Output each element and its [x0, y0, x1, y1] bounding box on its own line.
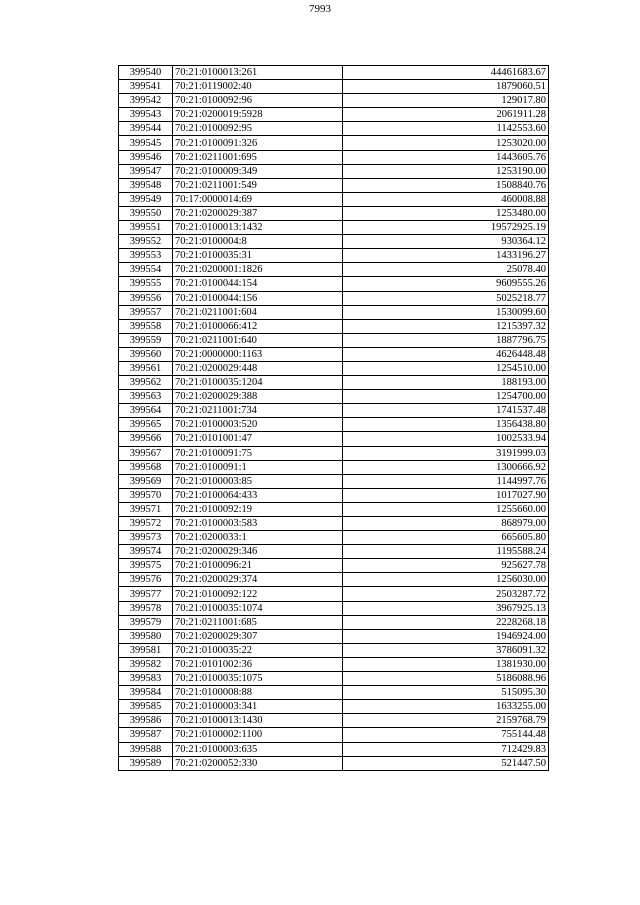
- value-cell: 1142553.60: [343, 122, 549, 136]
- value-cell: 1356438.80: [343, 418, 549, 432]
- value-cell: 1195588.24: [343, 545, 549, 559]
- row-number-cell: 399543: [119, 108, 173, 122]
- cadastral-number-cell: 70:21:0100008:88: [173, 686, 343, 700]
- cadastral-number-cell: 70:21:0100009:349: [173, 164, 343, 178]
- cadastral-number-cell: 70:21:0200029:346: [173, 545, 343, 559]
- cadastral-number-cell: 70:21:0100092:122: [173, 587, 343, 601]
- cadastral-number-cell: 70:21:0101002:36: [173, 657, 343, 671]
- row-number-cell: 399567: [119, 446, 173, 460]
- table-row: [119, 136, 549, 150]
- row-number-cell: 399544: [119, 122, 173, 136]
- table-row: [119, 361, 549, 375]
- cadastral-number-cell: 70:21:0100096:21: [173, 559, 343, 573]
- value-cell: 1381930.00: [343, 657, 549, 671]
- value-cell: 1256030.00: [343, 573, 549, 587]
- row-number-cell: 399550: [119, 206, 173, 220]
- value-cell: 5186088.96: [343, 672, 549, 686]
- value-cell: 3191999.03: [343, 446, 549, 460]
- value-cell: 1253020.00: [343, 136, 549, 150]
- table-row: [119, 545, 549, 559]
- table-row: [119, 108, 549, 122]
- row-number-cell: 399566: [119, 432, 173, 446]
- table-row: [119, 150, 549, 164]
- cadastral-number-cell: 70:21:0100003:341: [173, 700, 343, 714]
- value-cell: 2159768.79: [343, 714, 549, 728]
- value-cell: 1254700.00: [343, 390, 549, 404]
- table-row: [119, 601, 549, 615]
- row-number-cell: 399542: [119, 94, 173, 108]
- table-row: [119, 686, 549, 700]
- value-cell: 1879060.51: [343, 80, 549, 94]
- table-row: [119, 517, 549, 531]
- page-number: 7993: [309, 3, 331, 15]
- cadastral-number-cell: 70:21:0200052:330: [173, 756, 343, 770]
- row-number-cell: 399589: [119, 756, 173, 770]
- cadastral-number-cell: 70:21:0100013:261: [173, 66, 343, 80]
- row-number-cell: 399563: [119, 390, 173, 404]
- table-row: [119, 235, 549, 249]
- value-cell: 2228268.18: [343, 615, 549, 629]
- value-cell: 1530099.60: [343, 305, 549, 319]
- table-row: [119, 192, 549, 206]
- table-row: [119, 291, 549, 305]
- value-cell: 1253190.00: [343, 164, 549, 178]
- value-cell: 1443605.76: [343, 150, 549, 164]
- value-cell: 1300666.92: [343, 460, 549, 474]
- table-row: [119, 221, 549, 235]
- row-number-cell: 399581: [119, 643, 173, 657]
- row-number-cell: 399586: [119, 714, 173, 728]
- cadastral-number-cell: 70:21:0100066:412: [173, 319, 343, 333]
- cadastral-number-cell: 70:21:0200029:374: [173, 573, 343, 587]
- cadastral-number-cell: 70:21:0101001:47: [173, 432, 343, 446]
- row-number-cell: 399579: [119, 615, 173, 629]
- row-number-cell: 399548: [119, 178, 173, 192]
- value-cell: 930364.12: [343, 235, 549, 249]
- value-cell: 25078.40: [343, 263, 549, 277]
- value-cell: 1144997.76: [343, 474, 549, 488]
- cadastral-number-cell: 70:21:0100091:75: [173, 446, 343, 460]
- table-row: [119, 164, 549, 178]
- value-cell: 1741537.48: [343, 404, 549, 418]
- table-row: [119, 206, 549, 220]
- table-row: [119, 376, 549, 390]
- cadastral-number-cell: 70:21:0211001:549: [173, 178, 343, 192]
- value-cell: 1508840.76: [343, 178, 549, 192]
- cadastral-value-table: [118, 65, 549, 771]
- cadastral-number-cell: 70:21:0100003:85: [173, 474, 343, 488]
- table-row: [119, 714, 549, 728]
- row-number-cell: 399558: [119, 319, 173, 333]
- row-number-cell: 399584: [119, 686, 173, 700]
- cadastral-number-cell: 70:21:0100091:326: [173, 136, 343, 150]
- table-row: [119, 474, 549, 488]
- cadastral-number-cell: 70:21:0211001:640: [173, 333, 343, 347]
- value-cell: 1254510.00: [343, 361, 549, 375]
- cadastral-number-cell: 70:21:0100035:1075: [173, 672, 343, 686]
- value-cell: 460008.88: [343, 192, 549, 206]
- cadastral-number-cell: 70:21:0200029:448: [173, 361, 343, 375]
- value-cell: 712429.83: [343, 742, 549, 756]
- row-number-cell: 399582: [119, 657, 173, 671]
- value-cell: 2061911.28: [343, 108, 549, 122]
- row-number-cell: 399564: [119, 404, 173, 418]
- table-row: [119, 319, 549, 333]
- table-row: [119, 502, 549, 516]
- cadastral-number-cell: 70:21:0119002:40: [173, 80, 343, 94]
- value-cell: 755144.48: [343, 728, 549, 742]
- cadastral-number-cell: 70:21:0100044:156: [173, 291, 343, 305]
- value-cell: 5025218.77: [343, 291, 549, 305]
- row-number-cell: 399574: [119, 545, 173, 559]
- value-cell: 9609555.26: [343, 277, 549, 291]
- table-row: [119, 178, 549, 192]
- value-cell: 1946924.00: [343, 629, 549, 643]
- table-row: [119, 66, 549, 80]
- table-row: [119, 263, 549, 277]
- row-number-cell: 399568: [119, 460, 173, 474]
- cadastral-number-cell: 70:21:0100035:1204: [173, 376, 343, 390]
- table-row: [119, 305, 549, 319]
- cadastral-number-cell: 70:21:0100035:31: [173, 249, 343, 263]
- cadastral-number-cell: 70:21:0100092:96: [173, 94, 343, 108]
- table-row: [119, 347, 549, 361]
- value-cell: 521447.50: [343, 756, 549, 770]
- cadastral-number-cell: 70:21:0200029:307: [173, 629, 343, 643]
- value-cell: 3786091.32: [343, 643, 549, 657]
- table-row: [119, 531, 549, 545]
- table-row: [119, 460, 549, 474]
- cadastral-number-cell: 70:21:0100044:154: [173, 277, 343, 291]
- table-row: [119, 94, 549, 108]
- row-number-cell: 399587: [119, 728, 173, 742]
- row-number-cell: 399554: [119, 263, 173, 277]
- cadastral-number-cell: 70:17:0000014:69: [173, 192, 343, 206]
- cadastral-number-cell: 70:21:0211001:695: [173, 150, 343, 164]
- cadastral-number-cell: 70:21:0100092:19: [173, 502, 343, 516]
- value-cell: 129017.80: [343, 94, 549, 108]
- value-cell: 3967925.13: [343, 601, 549, 615]
- cadastral-number-cell: 70:21:0100035:22: [173, 643, 343, 657]
- value-cell: 868979.00: [343, 517, 549, 531]
- row-number-cell: 399561: [119, 361, 173, 375]
- table-row: [119, 643, 549, 657]
- row-number-cell: 399580: [119, 629, 173, 643]
- value-cell: 1633255.00: [343, 700, 549, 714]
- row-number-cell: 399565: [119, 418, 173, 432]
- table-row: [119, 249, 549, 263]
- value-cell: 188193.00: [343, 376, 549, 390]
- row-number-cell: 399540: [119, 66, 173, 80]
- table-row: [119, 728, 549, 742]
- row-number-cell: 399571: [119, 502, 173, 516]
- value-cell: 1002533.94: [343, 432, 549, 446]
- cadastral-number-cell: 70:21:0100092:95: [173, 122, 343, 136]
- row-number-cell: 399560: [119, 347, 173, 361]
- cadastral-number-cell: 70:21:0200029:388: [173, 390, 343, 404]
- table-row: [119, 122, 549, 136]
- cadastral-number-cell: 70:21:0100004:8: [173, 235, 343, 249]
- cadastral-number-cell: 70:21:0100064:433: [173, 488, 343, 502]
- cadastral-number-cell: 70:21:0100035:1074: [173, 601, 343, 615]
- cadastral-number-cell: 70:21:0200001:1826: [173, 263, 343, 277]
- table-row: [119, 277, 549, 291]
- value-cell: 1253480.00: [343, 206, 549, 220]
- row-number-cell: 399541: [119, 80, 173, 94]
- table-row: [119, 446, 549, 460]
- cadastral-number-cell: 70:21:0200029:387: [173, 206, 343, 220]
- value-cell: 2503287.72: [343, 587, 549, 601]
- table-row: [119, 80, 549, 94]
- value-cell: 1433196.27: [343, 249, 549, 263]
- value-cell: 665605.80: [343, 531, 549, 545]
- table-row: [119, 418, 549, 432]
- value-cell: 1255660.00: [343, 502, 549, 516]
- row-number-cell: 399570: [119, 488, 173, 502]
- table-row: [119, 432, 549, 446]
- row-number-cell: 399583: [119, 672, 173, 686]
- row-number-cell: 399549: [119, 192, 173, 206]
- row-number-cell: 399545: [119, 136, 173, 150]
- value-cell: 1017027.90: [343, 488, 549, 502]
- table-row: [119, 390, 549, 404]
- row-number-cell: 399551: [119, 221, 173, 235]
- row-number-cell: 399546: [119, 150, 173, 164]
- cadastral-number-cell: 70:21:0100013:1430: [173, 714, 343, 728]
- cadastral-number-cell: 70:21:0211001:685: [173, 615, 343, 629]
- value-cell: 1215397.32: [343, 319, 549, 333]
- value-cell: 515095.30: [343, 686, 549, 700]
- table-row: [119, 657, 549, 671]
- cadastral-number-cell: 70:21:0100013:1432: [173, 221, 343, 235]
- table-row: [119, 629, 549, 643]
- cadastral-number-cell: 70:21:0200019:5928: [173, 108, 343, 122]
- row-number-cell: 399562: [119, 376, 173, 390]
- value-cell: 4626448.48: [343, 347, 549, 361]
- cadastral-number-cell: 70:21:0211001:604: [173, 305, 343, 319]
- cadastral-number-cell: 70:21:0100003:520: [173, 418, 343, 432]
- value-cell: 44461683.67: [343, 66, 549, 80]
- table-row: [119, 573, 549, 587]
- value-cell: 1887796.75: [343, 333, 549, 347]
- row-number-cell: 399559: [119, 333, 173, 347]
- table-row: [119, 587, 549, 601]
- table-row: [119, 559, 549, 573]
- table-row: [119, 672, 549, 686]
- row-number-cell: 399588: [119, 742, 173, 756]
- table-row: [119, 742, 549, 756]
- row-number-cell: 399555: [119, 277, 173, 291]
- row-number-cell: 399573: [119, 531, 173, 545]
- cadastral-number-cell: 70:21:0200033:1: [173, 531, 343, 545]
- row-number-cell: 399572: [119, 517, 173, 531]
- value-cell: 925627.78: [343, 559, 549, 573]
- table-row: [119, 404, 549, 418]
- cadastral-number-cell: 70:21:0100003:635: [173, 742, 343, 756]
- row-number-cell: 399569: [119, 474, 173, 488]
- row-number-cell: 399576: [119, 573, 173, 587]
- table-body: [119, 66, 549, 771]
- row-number-cell: 399553: [119, 249, 173, 263]
- cadastral-number-cell: 70:21:0100002:1100: [173, 728, 343, 742]
- row-number-cell: 399578: [119, 601, 173, 615]
- table-row: [119, 700, 549, 714]
- row-number-cell: 399556: [119, 291, 173, 305]
- table-row: [119, 615, 549, 629]
- row-number-cell: 399547: [119, 164, 173, 178]
- row-number-cell: 399552: [119, 235, 173, 249]
- table-row: [119, 488, 549, 502]
- cadastral-number-cell: 70:21:0100003:583: [173, 517, 343, 531]
- cadastral-number-cell: 70:21:0211001:734: [173, 404, 343, 418]
- table-row: [119, 333, 549, 347]
- cadastral-number-cell: 70:21:0100091:1: [173, 460, 343, 474]
- table-row: [119, 756, 549, 770]
- row-number-cell: 399557: [119, 305, 173, 319]
- row-number-cell: 399577: [119, 587, 173, 601]
- row-number-cell: 399575: [119, 559, 173, 573]
- row-number-cell: 399585: [119, 700, 173, 714]
- cadastral-number-cell: 70:21:0000000:1163: [173, 347, 343, 361]
- value-cell: 19572925.19: [343, 221, 549, 235]
